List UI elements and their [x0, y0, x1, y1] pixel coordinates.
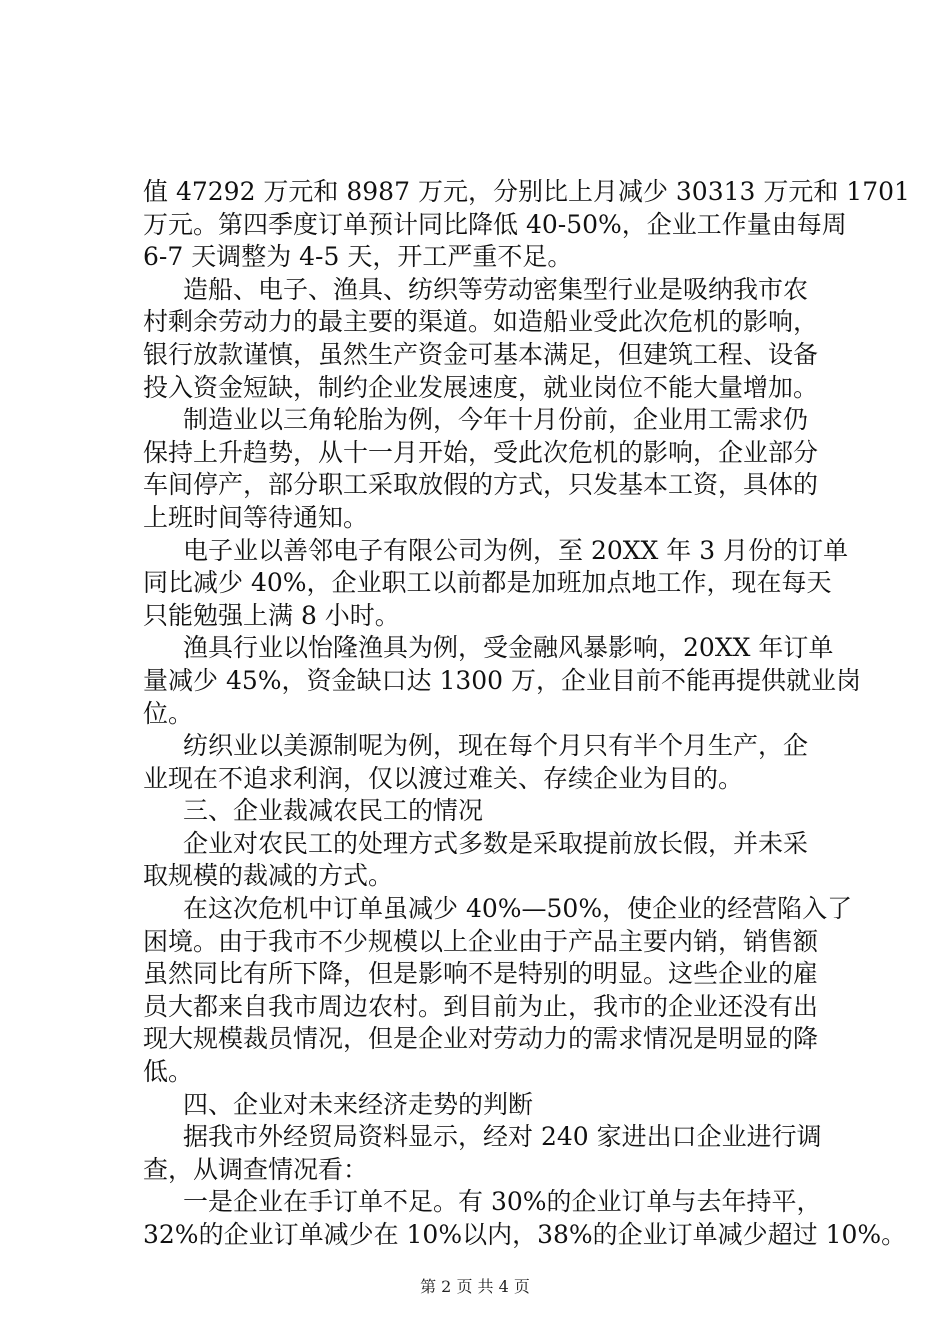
text-line: 上班时间等待通知。 [143, 502, 369, 532]
text-line: 投入资金短缺，制约企业发展速度，就业岗位不能大量增加。 [143, 372, 819, 402]
text-line: 查，从调查情况看： [143, 1154, 369, 1184]
text-line: 四、企业对未来经济走势的判断 [183, 1089, 534, 1119]
text-line: 虽然同比有所下降，但是影响不是特别的明显。这些企业的雇 [143, 959, 819, 989]
text-line: 业现在不追求利润，仅以渡过难关、存续企业为目的。 [143, 763, 744, 793]
text-line: 村剩余劳动力的最主要的渠道。如造船业受此次危机的影响， [143, 307, 819, 337]
text-line: 员大都来自我市周边农村。到目前为止，我市的企业还没有出 [143, 991, 819, 1021]
text-line: 现大规模裁员情况，但是企业对劳动力的需求情况是明显的降 [143, 1024, 819, 1054]
text-line: 纺织业以美源制呢为例，现在每个月只有半个月生产，企 [183, 731, 809, 761]
text-line: 企业对农民工的处理方式多数是采取提前放长假，并未采 [183, 828, 809, 858]
page-footer: 第 2 页 共 4 页 [420, 1277, 530, 1296]
text-line: 取规模的裁减的方式。 [143, 861, 394, 891]
text-line: 值 47292 万元和 8987 万元，分别比上月减少 30313 万元和 1701 [143, 177, 910, 206]
text-line: 只能勉强上满 8 小时。 [143, 600, 400, 630]
text-line: 万元。第四季度订单预计同比降低 40-50%，企业工作量由每周 [143, 209, 847, 239]
text-line: 银行放款谨慎，虽然生产资金可基本满足，但建筑工程、设备 [143, 339, 819, 369]
text-line: 电子业以善邻电子有限公司为例，至 20XX 年 3 月份的订单 [183, 535, 849, 565]
text-line: 位。 [143, 698, 194, 728]
text-line: 制造业以三角轮胎为例，今年十月份前，企业用工需求仍 [183, 405, 809, 435]
text-line: 6-7 天调整为 4-5 天，开工严重不足。 [143, 242, 573, 272]
text-line: 三、企业裁减农民工的情况 [183, 796, 484, 826]
text-line: 一是企业在手订单不足。有 30%的企业订单与去年持平， [183, 1187, 822, 1217]
text-line: 据我市外经贸局资料显示，经对 240 家进出口企业进行调 [183, 1122, 822, 1152]
text-line: 量减少 45%，资金缺口达 1300 万，企业目前不能再提供就业岗 [143, 665, 862, 695]
text-line: 困境。由于我市不少规模以上企业由于产品主要内销，销售额 [143, 926, 819, 956]
text-line: 在这次危机中订单虽减少 40%—50%，使企业的经营陷入了 [183, 894, 853, 924]
text-line: 低。 [143, 1057, 194, 1087]
text-line: 车间停产，部分职工采取放假的方式，只发基本工资，具体的 [143, 470, 819, 500]
text-line: 同比减少 40%，企业职工以前都是加班加点地工作，现在每天 [143, 568, 832, 598]
text-line: 32%的企业订单减少在 10%以内，38%的企业订单减少超过 10%。 [143, 1220, 907, 1249]
document-body [143, 176, 910, 1252]
text-line: 造船、电子、渔具、纺织等劳动密集型行业是吸纳我市农 [183, 274, 809, 304]
text-line: 保持上升趋势，从十一月开始，受此次危机的影响，企业部分 [143, 437, 819, 467]
body-text [143, 176, 910, 1252]
text-line: 渔具行业以怡隆渔具为例，受金融风暴影响，20XX 年订单 [183, 633, 834, 663]
